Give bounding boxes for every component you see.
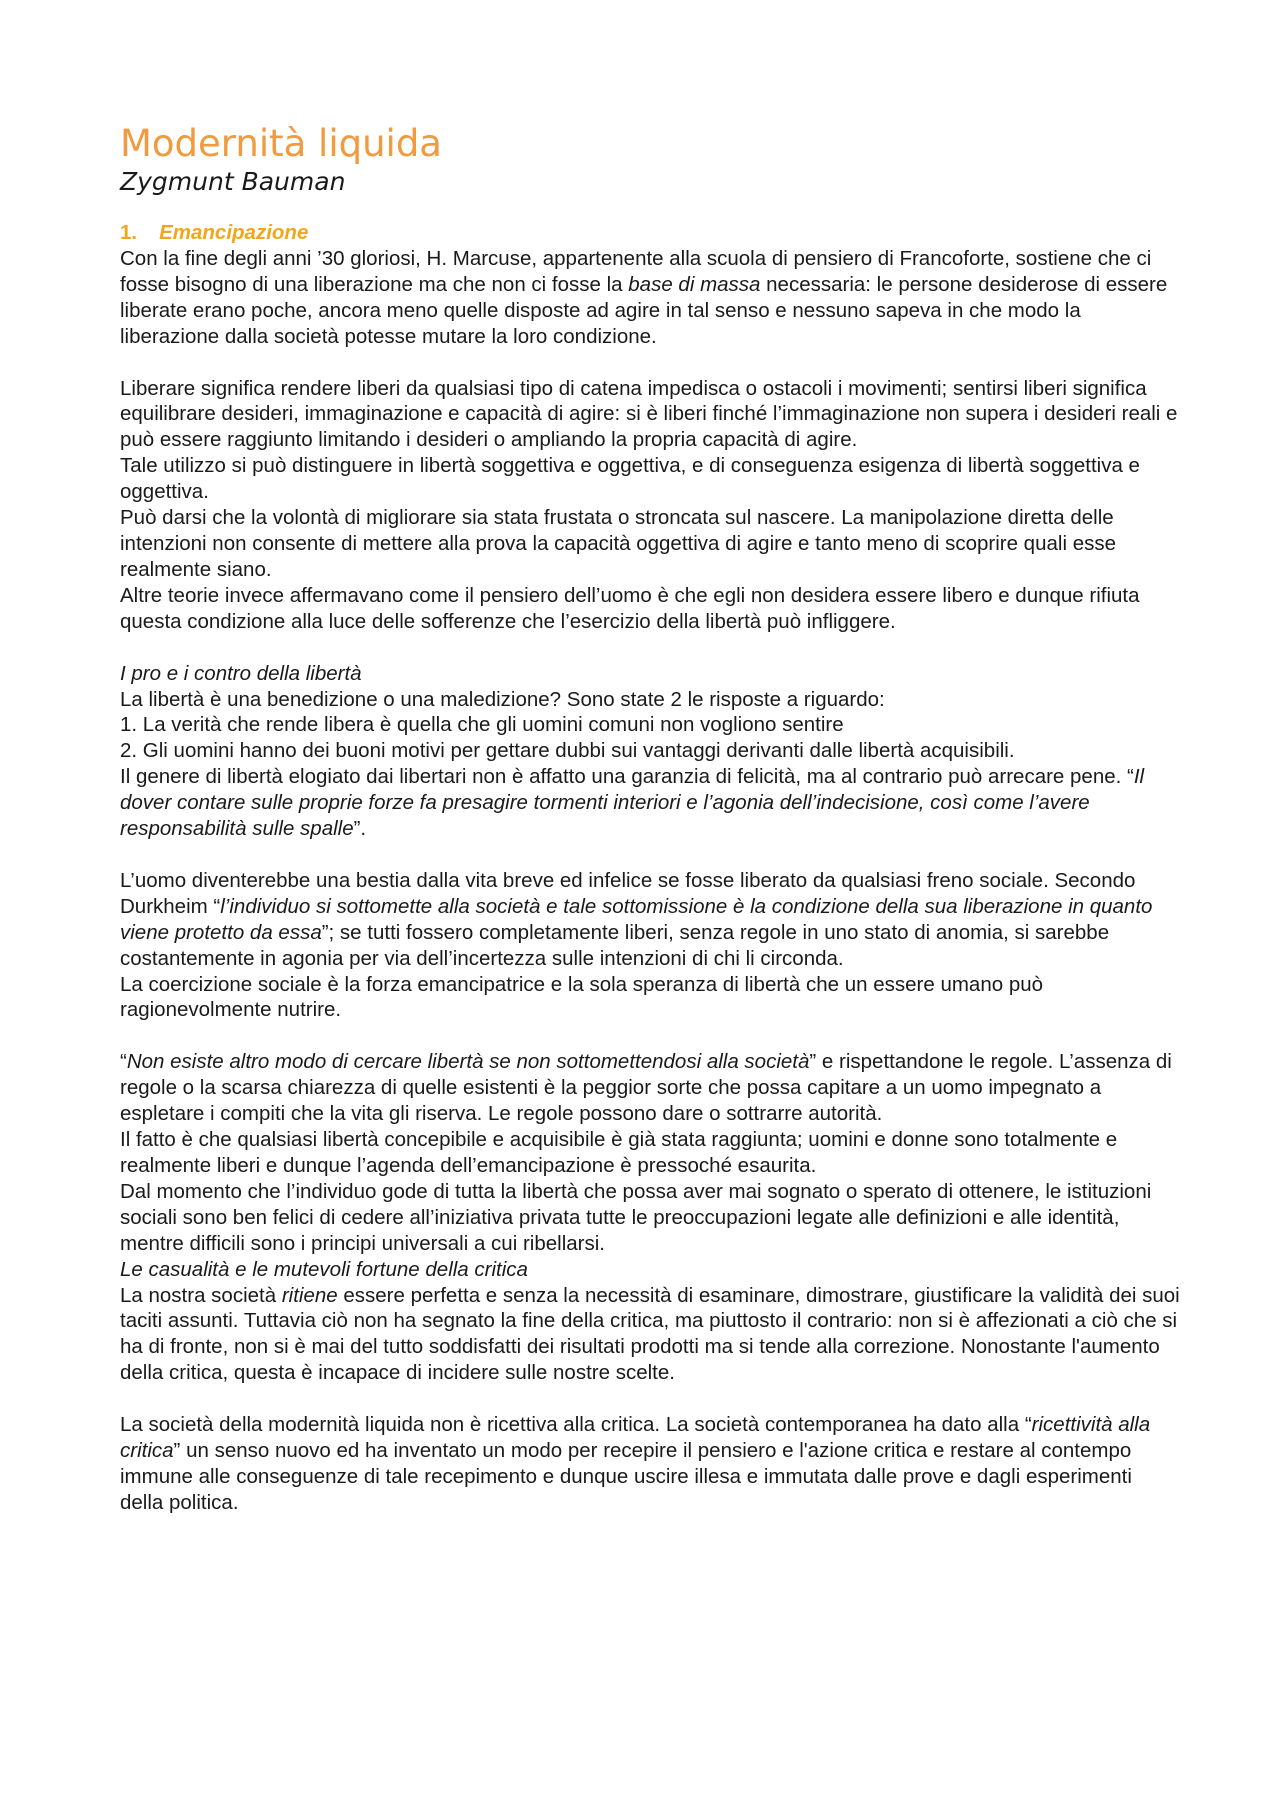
paragraph: La nostra società ritiene essere perfetta e senza la necessità di esaminare, dimostrare, giustificare la validità dei suoi taciti assunti. Tuttavia ciò non ha segnato la fine della critica, ma piuttosto il contrario: non si è affezionati a ciò che si ha di fronte, non si è mai del tutto soddisfatti dei risultati prodotti ma si tende alla correzione. Nonostante l'aumento della critica, questa è incapace di incidere sulle nostre scelte. — [120, 1283, 1180, 1385]
paragraph: La libertà è una benedizione o una maledizione? Sono state 2 le risposte a riguardo: — [120, 687, 885, 711]
document-title: Modernità liquida — [120, 122, 442, 165]
section-label: Emancipazione — [159, 221, 309, 244]
paragraph: Il fatto è che qualsiasi libertà concepibile e acquisibile è già stata raggiunta; uomini e donne sono totalmente e realmente liberi e dunque l’agenda dell’emancipazione è pressoché esaurita. — [120, 1128, 1118, 1177]
paragraph: L’uomo diventerebbe una bestia dalla vita breve ed infelice se fosse liberato da qualsiasi freno sociale. Secondo Durkheim “l’individuo si sottomette alla società e tale sottomissione è la condizione della sua liberazione in quanto viene protetto da essa”; se tutti fossero completamente liberi, senza regole in uno stato di anomia, si sarebbe costantemente in agonia per via dell’incertezza sulle intenzioni di chi li circonda. — [120, 868, 1153, 970]
paragraph: Altre teorie invece affermavano come il pensiero dell’uomo è che egli non desidera essere libero e dunque rifiuta questa condizione alla luce delle sofferenze che l’esercizio della libertà può infliggere. — [120, 583, 1140, 633]
paragraph: “Non esiste altro modo di cercare libertà se non sottomettendosi alla società” e rispettandone le regole. L’assenza di regole o la scarsa chiarezza di quelle esistenti è la peggior sorte che possa capitare a un uomo impegnato a espletare i compiti che la vita gli riserva. Le regole possono dare o sottrarre autorità. — [120, 1050, 1172, 1126]
subheading: Le casualità e le mutevoli fortune della critica — [120, 1257, 528, 1281]
subheading: I pro e i contro della libertà — [120, 661, 362, 685]
paragraph: La società della modernità liquida non è ricettiva alla critica. La società contemporanea ha dato alla “ricettività alla critica” un senso nuovo ed ha inventato un modo per recepire il pensiero e l'azione critica e restare al contempo immune alle conseguenze di tale recepimento e dunque uscire illesa e immutata dalle prove e dagli esperimenti della politica. — [120, 1413, 1151, 1514]
paragraph: Tale utilizzo si può distinguere in libertà soggettiva e oggettiva, e di conseguenza esigenza di libertà soggettiva e oggettiva. — [120, 454, 1140, 504]
paragraph: Con la fine degli anni ’30 gloriosi, H. Marcuse, appartenente alla scuola di pensiero di Francoforte, sostiene che ci fosse bisogno di una liberazione ma che non ci fosse la base di massa necessaria: le persone desiderose di essere liberate erano poche, ancora meno quelle disposte ad agire in tal senso e nessuno sapeva in che modo la liberazione dalla società potesse mutare la loro condizione. — [120, 246, 1168, 348]
paragraph: La coercizione sociale è la forza emancipatrice e la sola speranza di libertà che un essere umano può ragionevolmente nutrire. — [120, 972, 1044, 1022]
document-author: Zygmunt Bauman — [120, 167, 346, 196]
section-heading — [120, 220, 1180, 246]
list-item: 1. La verità che rende libera è quella che gli uomini comuni non vogliono sentire — [120, 713, 844, 737]
paragraph: Liberare significa rendere liberi da qualsiasi tipo di catena impedisca o ostacoli i movimenti; sentirsi liberi significa equilibrare desideri, immaginazione e capacità di agire: si è liberi finché l’immaginazione non supera i desideri reali e può essere raggiunto limitando i desideri o ampliando la propria capacità di agire. — [120, 376, 1178, 452]
document-page — [120, 122, 1180, 1516]
section-number: 1. — [120, 221, 138, 244]
paragraph: Il genere di libertà elogiato dai libertari non è affatto una garanzia di felicità, ma al contrario può arrecare pene. “Il dover contare sulle proprie forze fa presagire tormenti interiori e l’agonia dell’indecisione, così come l’avere responsabilità sulle spalle”. — [120, 765, 1145, 841]
paragraph: Dal momento che l’individuo gode di tutta la libertà che possa aver mai sognato o sperato di ottenere, le istituzioni sociali sono ben felici di cedere all’iniziativa privata tutte le preoccupazioni legate alle definizioni e alle identità, mentre difficili sono i principi universali a cui ribellarsi. — [120, 1179, 1152, 1255]
list-item: 2. Gli uomini hanno dei buoni motivi per gettare dubbi sui vantaggi derivanti dalle libertà acquisibili. — [120, 739, 1015, 763]
paragraph: Può darsi che la volontà di migliorare sia stata frustata o stroncata sul nascere. La manipolazione diretta delle intenzioni non consente di mettere alla prova la capacità oggettiva di agire e tanto meno di scoprire quali esse realmente siano. — [120, 506, 1116, 581]
